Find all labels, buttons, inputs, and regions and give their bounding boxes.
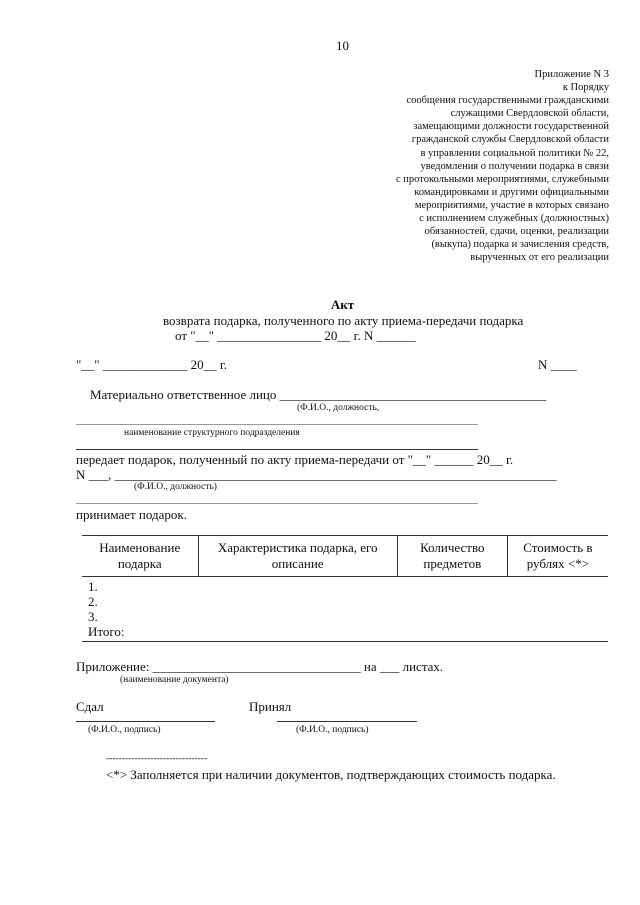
gave-signature-line (76, 721, 215, 722)
table-body (88, 579, 125, 639)
appendix-line: замещающими должности государственной (413, 121, 609, 133)
footnote-text: <*> Заполняется при наличии документов, подтверждающих стоимость подарка. (106, 767, 556, 782)
responsible-person-field: Материально ответственное лицо _________________________________________ (90, 387, 547, 402)
gift-table (82, 535, 608, 577)
transfer-number-line: N ___, ____________________________________________________________________ (76, 467, 557, 482)
blank-line (76, 503, 478, 504)
column-header: Характеристика подарка, его описание (198, 536, 397, 577)
gave-label: Сдал (76, 699, 104, 714)
accepts-text: принимает подарок. (76, 507, 187, 522)
act-title: Акт (330, 297, 355, 312)
transfer-line: передает подарок, полученный по акту приема-передачи от "__" ______ 20__ г. (76, 452, 514, 467)
appendix-line: обязанностей, сдачи, оценки, реализации (424, 226, 609, 238)
appendix-line: командировками и другими официальными (414, 186, 609, 198)
table-row: Итого: (88, 624, 125, 639)
appendix-line: к Порядку (562, 82, 609, 94)
appendix-line: вырученных от его реализации (470, 252, 609, 264)
act-date: "__" _____________ 20__ г. (76, 357, 227, 372)
blank-line (76, 449, 478, 450)
appendix-line: с исполнением служебных (должностных) (419, 213, 609, 225)
appendix-line: служащими Свердловской области, (450, 108, 609, 120)
column-header: Стоимость в рублях <*> (507, 536, 608, 577)
footnote-separator: -------------------------------- (106, 754, 208, 764)
act-number: N ____ (538, 357, 577, 372)
table-header-row (82, 536, 608, 577)
appendix-line: сообщения государственными гражданскими (406, 95, 609, 107)
appendix-line: гражданской службы Свердловской области (411, 134, 609, 146)
page-number: 10 (336, 38, 349, 53)
appendix-line: (выкупа) подарка и зачисления средств, (431, 239, 609, 251)
received-signature-line (277, 721, 417, 722)
received-hint: (Ф.И.О., подпись) (296, 725, 369, 735)
table-row: 3. (88, 609, 98, 624)
transfer-hint: (Ф.И.О., должность) (134, 482, 217, 492)
table-row: 1. (88, 579, 98, 594)
column-header: Количество предметов (397, 536, 507, 577)
table-bottom-border (82, 641, 608, 642)
appendix-line: уведомления о получении подарка в связи (420, 160, 609, 172)
attachment-hint: (наименование документа) (120, 675, 229, 685)
appendix-line: в управлении социальной политики № 22, (420, 147, 609, 159)
received-label: Принял (249, 699, 292, 714)
appendix-line: Приложение N 3 (534, 69, 609, 80)
column-header: Наименование подарка (99, 540, 181, 571)
appendix-line: мероприятиями, участие в которых связано (414, 199, 609, 211)
department-hint: наименование структурного подразделения (124, 428, 300, 438)
blank-line (76, 424, 478, 425)
appendix-line: с протокольными мероприятиями, служебными (396, 173, 609, 185)
attachment-line: Приложение: ________________________________ на ___ листах. (76, 659, 444, 674)
appendix-header (396, 68, 609, 264)
act-reference: от "__" ________________ 20__ г. N ______ (175, 328, 416, 343)
gave-hint: (Ф.И.О., подпись) (88, 725, 161, 735)
responsible-hint: (Ф.И.О., должность, (297, 403, 380, 413)
table-row: 2. (88, 594, 98, 609)
act-subtitle: возврата подарка, полученного по акту приема-передачи подарка (163, 313, 524, 328)
